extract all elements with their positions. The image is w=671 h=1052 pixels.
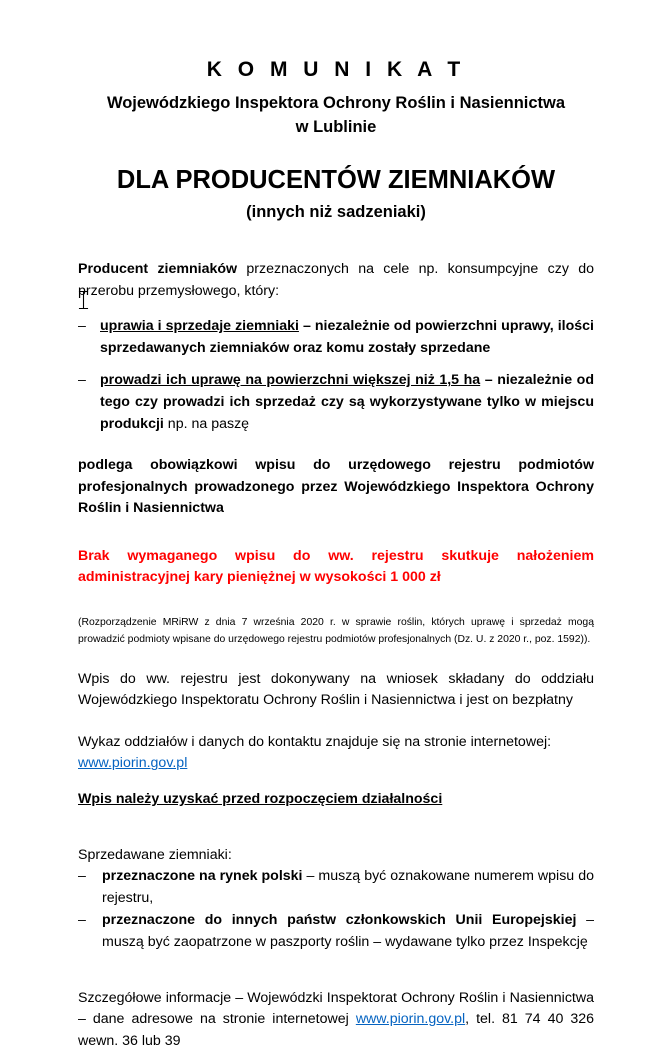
condition-underlined: prowadzi ich uprawę na powierzchni większej niż 1,5 ha: [100, 372, 481, 389]
piorin-website-link[interactable]: www.piorin.gov.pl: [78, 755, 188, 772]
page-heading-main: DLA PRODUCENTÓW ZIEMNIAKÓW: [116, 166, 556, 195]
sold-potatoes-list: [78, 866, 594, 953]
spacer-before-conditions: [78, 302, 594, 316]
website-line: [78, 753, 594, 775]
sold-item-bold: przeznaczone na rynek polski: [102, 868, 303, 885]
spacer-before-alert: [78, 520, 594, 546]
conditions-list: [78, 316, 594, 435]
intro-lead-bold: Producent ziemniaków: [78, 261, 238, 278]
document-content: [78, 0, 594, 1052]
sold-item-rest: – muszą być oznakowane numerem wpisu do rejestru,: [102, 868, 594, 906]
condition-rest: – niezależnie od tego czy prowadzi ich sprzedaż czy są wykorzystywane tylko w miejscu produkcji: [100, 372, 594, 432]
obligation-paragraph: podlega obowiązkowi wpisu do urzędowego rejestru podmiotów profesjonalnych prowadzonego przez Wojewódzkiego Inspektora Ochrony Roślin i Nasiennictwa: [78, 457, 594, 517]
page-title-komunikat: K O M U N I K A T: [206, 58, 466, 81]
sold-item-bold: przeznaczone do innych państw członkowskich Unii Europejskiej: [102, 912, 577, 929]
contact-info-paragraph: Wykaz oddziałów i danych do kontaktu znajduje się na stronie internetowej:: [78, 733, 552, 750]
before-start-notice: Wpis należy uzyskać przed rozpoczęciem działalności: [78, 791, 443, 808]
spacer-before-application: [78, 649, 594, 669]
dash-marker: –: [78, 868, 86, 885]
list-item: [78, 370, 594, 435]
footer-part1: Szczegółowe informacje – Wojewódzki Inspektorat Ochrony Roślin i Nasiennictwa – dane adresowe na stronie internetowej: [78, 989, 594, 1028]
condition-tail-regular: np. na paszę: [163, 415, 250, 432]
condition-rest: – niezależnie od powierzchni uprawy, ilości sprzedawanych ziemniaków oraz komu zostały sprzedane: [100, 318, 594, 356]
dash-marker: –: [78, 912, 86, 929]
application-info-paragraph: Wpis do ww. rejestru jest dokonywany na wniosek składany do oddziału Wojewódzkiego Inspektoratu Ochrony Roślin i Nasiennictwa i jest on bezpłatny: [78, 670, 594, 709]
intro-lead-rest: przeznaczonych na cele np. konsumpcyjne czy do przerobu przemysłowego, który:: [78, 261, 594, 299]
legal-reference-note: (Rozporządzenie MRiRW z dnia 7 września 2020 r. w sprawie roślin, których uprawę i sprzedaż mogą prowadzić podmioty wpisane do urzędowego rejestru podmiotów profesjonalnych (Dz. U. z 2020 r., poz. 1592)).: [78, 617, 594, 645]
dash-marker: –: [78, 372, 86, 389]
piorin-website-link-footer[interactable]: www.piorin.gov.pl: [355, 1011, 466, 1028]
spacer-before-obligation: [78, 435, 594, 455]
list-item: [78, 866, 594, 909]
office-line-2: w Lublinie: [295, 117, 377, 136]
page-subtitle-office: [78, 83, 594, 139]
spacer-after-headings: [78, 223, 594, 259]
spacer-before-contact: [78, 712, 594, 732]
office-line-1: Wojewódzkiego Inspektora Ochrony Roślin i Nasiennictwa: [106, 94, 566, 113]
spacer-before-sold: [78, 811, 594, 845]
intro-paragraph: [78, 259, 594, 302]
footer-paragraph: [78, 988, 594, 1052]
spacer-before-legal: [78, 589, 594, 615]
spacer-before-notice: [78, 775, 594, 789]
condition-underlined: uprawia i sprzedaje ziemniaki: [100, 318, 299, 335]
footer-part2: , tel. 81 74 40 326 wewn. 36 lub 39: [78, 1011, 595, 1049]
list-item: [78, 316, 594, 359]
page-heading-sub: (innych niż sadzeniaki): [246, 202, 426, 221]
spacer-before-footer: [78, 954, 594, 988]
dash-marker: –: [78, 318, 86, 335]
sold-potatoes-title: Sprzedawane ziemniaki:: [78, 846, 232, 863]
sold-item-rest: – muszą być zaopatrzone w paszporty roślin – wydawane tylko przez Inspekcję: [102, 912, 594, 950]
penalty-alert-text: Brak wymaganego wpisu do ww. rejestru skutkuje nałożeniem administracyjnej kary pieniężnej w wysokości 1 000 zł: [78, 547, 594, 586]
list-item: [78, 910, 594, 953]
